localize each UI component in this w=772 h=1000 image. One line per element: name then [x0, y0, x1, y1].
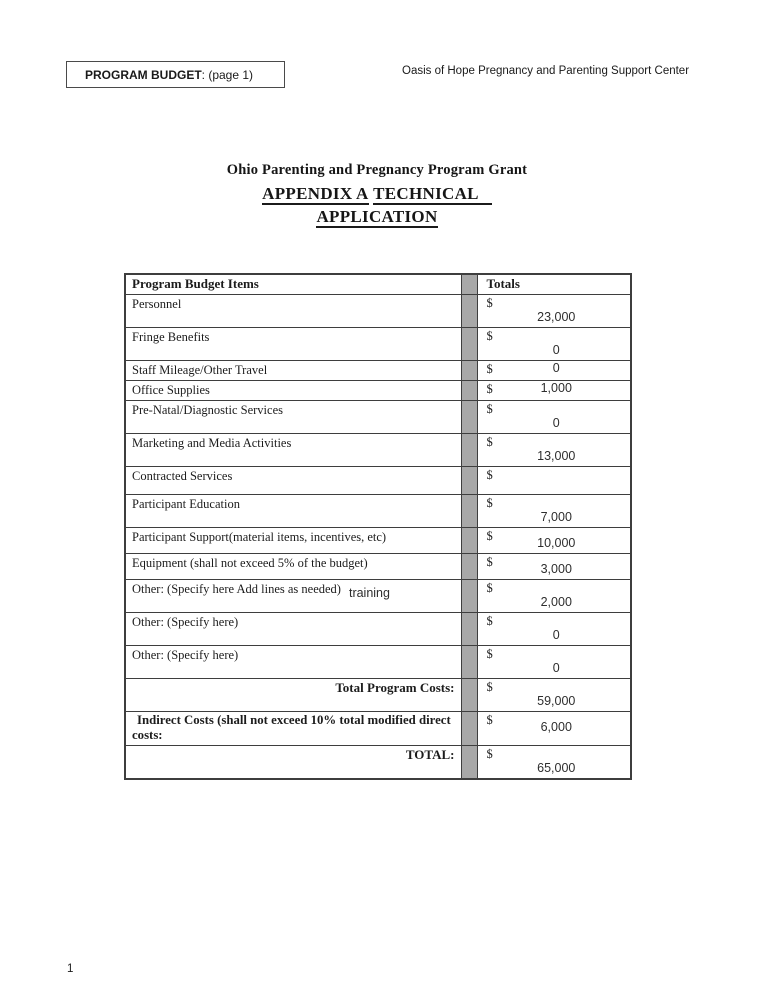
currency-symbol: $ [486, 496, 493, 510]
row-label-cell [125, 712, 461, 746]
row-label: Marketing and Media Activities [132, 436, 292, 450]
table-header-row [125, 274, 631, 295]
row-value-cell [477, 646, 631, 679]
row-label-cell [125, 528, 461, 554]
program-budget-header-box [66, 61, 285, 88]
row-label-cell [125, 401, 461, 434]
row-value: 65,000 [537, 761, 576, 775]
table-row [125, 712, 631, 746]
table-row [125, 434, 631, 467]
currency-symbol: $ [486, 529, 493, 543]
table-row [125, 580, 631, 613]
row-label: Office Supplies [132, 383, 210, 397]
row-value: 7,000 [540, 510, 572, 524]
row-label: Other: (Specify here) [132, 648, 239, 662]
currency-symbol: $ [486, 468, 493, 482]
totals-column-header: Totals [477, 274, 631, 295]
document-title [124, 161, 630, 228]
row-value-cell [477, 434, 631, 467]
row-label-cell [125, 646, 461, 679]
organization-name: Oasis of Hope Pregnancy and Parenting Support Center [402, 65, 690, 77]
gray-separator-cell [461, 580, 477, 613]
row-value-cell [477, 613, 631, 646]
gray-separator-cell [461, 679, 477, 712]
gray-separator-cell [461, 528, 477, 554]
row-label-cell [125, 613, 461, 646]
row-value-cell [477, 467, 631, 495]
row-value-cell [477, 295, 631, 328]
table-row [125, 528, 631, 554]
row-value: 1,000 [540, 381, 572, 395]
currency-symbol: $ [486, 296, 493, 310]
gray-separator-cell [461, 467, 477, 495]
row-value: 3,000 [540, 562, 572, 576]
row-label-cell [125, 361, 461, 381]
row-label: Pre-Natal/Diagnostic Services [132, 403, 283, 417]
row-value: 0 [552, 416, 560, 430]
row-value: 23,000 [537, 310, 576, 324]
row-label: Personnel [132, 297, 182, 311]
row-label: Equipment (shall not exceed 5% of the budget) [132, 556, 368, 570]
row-value: 13,000 [537, 449, 576, 463]
table-row [125, 381, 631, 401]
appendix-title-line [124, 182, 630, 205]
currency-symbol: $ [486, 647, 493, 661]
row-label: Other: (Specify here) [132, 615, 239, 629]
gray-separator-cell [461, 434, 477, 467]
row-label: Other: (Specify here Add lines as needed) [132, 582, 341, 596]
gray-separator-cell [461, 328, 477, 361]
gray-separator-cell [461, 613, 477, 646]
row-value: 59,000 [537, 694, 576, 708]
row-annotation: training [348, 586, 390, 600]
row-label-cell [125, 467, 461, 495]
row-label: TOTAL: [405, 747, 455, 762]
row-label: Participant Support(material items, incentives, etc) [132, 530, 387, 544]
row-value-cell [477, 361, 631, 381]
row-value-cell [477, 712, 631, 746]
items-column-header: Program Budget Items [125, 274, 461, 295]
table-row [125, 495, 631, 528]
row-value: 0 [552, 628, 560, 642]
row-value-cell [477, 679, 631, 712]
row-value: 2,000 [540, 595, 572, 609]
gray-separator-cell [461, 381, 477, 401]
row-label: Total Program Costs: [335, 680, 455, 695]
row-value: 0 [552, 361, 560, 375]
currency-symbol: $ [486, 362, 493, 376]
gray-separator-cell [461, 646, 477, 679]
gray-separator-cell [461, 295, 477, 328]
row-label: Contracted Services [132, 469, 233, 483]
table-row [125, 554, 631, 580]
row-value-cell [477, 495, 631, 528]
row-label-cell [125, 679, 461, 712]
gray-separator-cell [461, 746, 477, 780]
gray-separator-cell [461, 554, 477, 580]
row-label: Participant Education [132, 497, 240, 511]
row-value-cell [477, 746, 631, 780]
gray-separator-cell [461, 495, 477, 528]
currency-symbol: $ [486, 713, 493, 727]
row-value-cell [477, 328, 631, 361]
gray-separator-cell [461, 401, 477, 434]
page-1-suffix: : (page 1) [201, 67, 254, 82]
currency-symbol: $ [486, 402, 493, 416]
row-value: 6,000 [540, 720, 572, 734]
currency-symbol: $ [486, 555, 493, 569]
row-value: 0 [552, 661, 560, 675]
row-value-cell [477, 554, 631, 580]
table-row [125, 328, 631, 361]
row-value: 10,000 [537, 536, 576, 550]
row-label-cell [125, 328, 461, 361]
table-row [125, 401, 631, 434]
row-label: Staff Mileage/Other Travel [132, 363, 268, 377]
currency-symbol: $ [486, 329, 493, 343]
table-row [125, 361, 631, 381]
gray-separator-cell [461, 712, 477, 746]
currency-symbol: $ [486, 747, 493, 761]
row-label-cell [125, 434, 461, 467]
currency-symbol: $ [486, 614, 493, 628]
grant-title-line: Ohio Parenting and Pregnancy Program Grant [226, 162, 528, 178]
program-budget-table [124, 273, 632, 780]
application-title-line [124, 205, 630, 228]
program-budget-label: PROGRAM BUDGET [85, 67, 202, 82]
table-body [125, 295, 631, 780]
currency-symbol: $ [486, 382, 493, 396]
row-label-cell [125, 495, 461, 528]
table-row [125, 295, 631, 328]
row-label-cell [125, 746, 461, 780]
row-label-cell [125, 295, 461, 328]
table-row [125, 613, 631, 646]
table-row [125, 746, 631, 780]
row-label-cell [125, 580, 461, 613]
row-label: Fringe Benefits [132, 330, 210, 344]
appendix-a-underlined: APPENDIX A [262, 184, 369, 203]
row-value-cell [477, 528, 631, 554]
currency-symbol: $ [486, 680, 493, 694]
currency-symbol: $ [486, 435, 493, 449]
row-value-cell [477, 381, 631, 401]
row-label-cell [125, 381, 461, 401]
row-value: 0 [552, 343, 560, 357]
gray-separator-cell [461, 274, 477, 295]
currency-symbol: $ [486, 581, 493, 595]
gray-separator-cell [461, 361, 477, 381]
table-row [125, 646, 631, 679]
application-underlined: APPLICATION [316, 207, 438, 226]
row-label-cell [125, 554, 461, 580]
row-value-cell [477, 580, 631, 613]
table-row [125, 467, 631, 495]
technical-underlined: TECHNICAL [373, 185, 492, 205]
table-row [125, 679, 631, 712]
row-label: Indirect Costs (shall not exceed 10% total modified direct costs: [132, 713, 451, 742]
page-number: 1 [67, 963, 74, 975]
row-value-cell [477, 401, 631, 434]
